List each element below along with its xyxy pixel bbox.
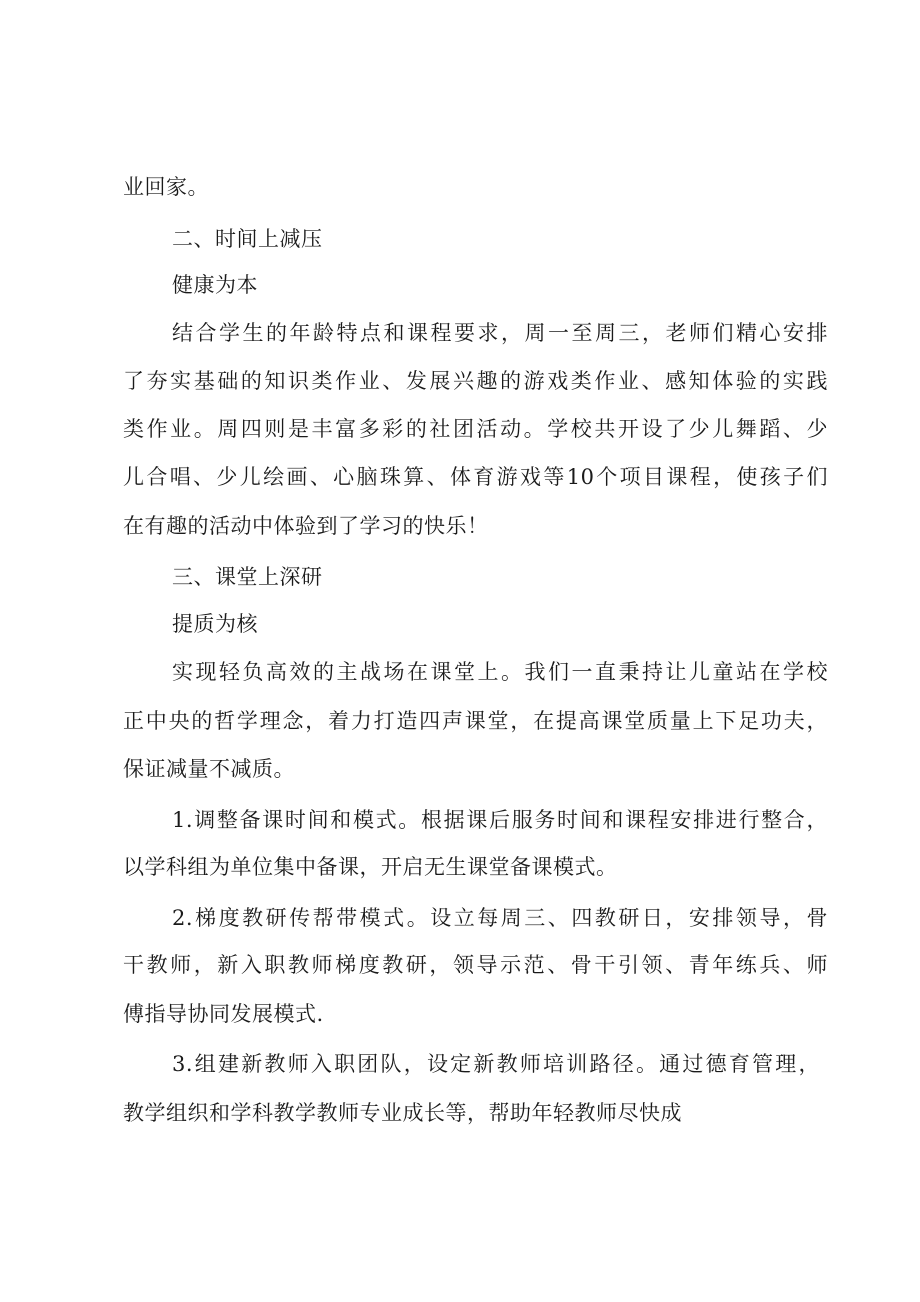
paragraph-line: 实现轻负高效的主战场在课堂上。我们一直秉持让儿童站在学校 xyxy=(172,660,828,684)
subheading: 健康为本 xyxy=(172,273,258,297)
paragraph-line: 保证减量不减质。 xyxy=(123,757,295,781)
section-heading: 三、课堂上深研 xyxy=(172,565,323,589)
paragraph-line: 教学组织和学科教学教师专业成长等，帮助年轻教师尽快成 xyxy=(123,1101,682,1125)
paragraph-line: 傅指导协同发展模式. xyxy=(123,1002,324,1026)
subheading: 提质为核 xyxy=(172,612,258,636)
paragraph-line: 2.梯度教研传帮带模式。设立每周三、四教研日，安排领导，骨 xyxy=(172,906,828,930)
paragraph-line: 业回家。 xyxy=(123,175,209,199)
paragraph-line: 干教师，新入职教师梯度教研，领导示范、骨干引领、青年练兵、师 xyxy=(123,953,828,977)
paragraph-line: 3.组建新教师入职团队，设定新教师培训路径。通过德育管理， xyxy=(172,1052,820,1076)
section-heading: 二、时间上减压 xyxy=(172,227,323,251)
paragraph-line: 结合学生的年龄特点和课程要求，周一至周三，老师们精心安排 xyxy=(172,321,828,345)
paragraph-line: 以学科组为单位集中备课，开启无生课堂备课模式。 xyxy=(123,855,618,879)
paragraph-line: 正中央的哲学理念，着力打造四声课堂，在提高课堂质量上下足功夫， xyxy=(123,709,828,733)
paragraph-line: 类作业。周四则是丰富多彩的社团活动。学校共开设了少儿舞蹈、少 xyxy=(123,417,828,441)
paragraph-line: 1.调整备课时间和模式。根据课后服务时间和课程安排进行整合， xyxy=(172,808,828,832)
paragraph-line: 了夯实基础的知识类作业、发展兴趣的游戏类作业、感知体验的实践 xyxy=(123,369,828,393)
paragraph-line: 儿合唱、少儿绘画、心脑珠算、体育游戏等10个项目课程，使孩子们 xyxy=(123,465,828,489)
paragraph-line: 在有趣的活动中体验到了学习的快乐！ xyxy=(123,514,489,538)
